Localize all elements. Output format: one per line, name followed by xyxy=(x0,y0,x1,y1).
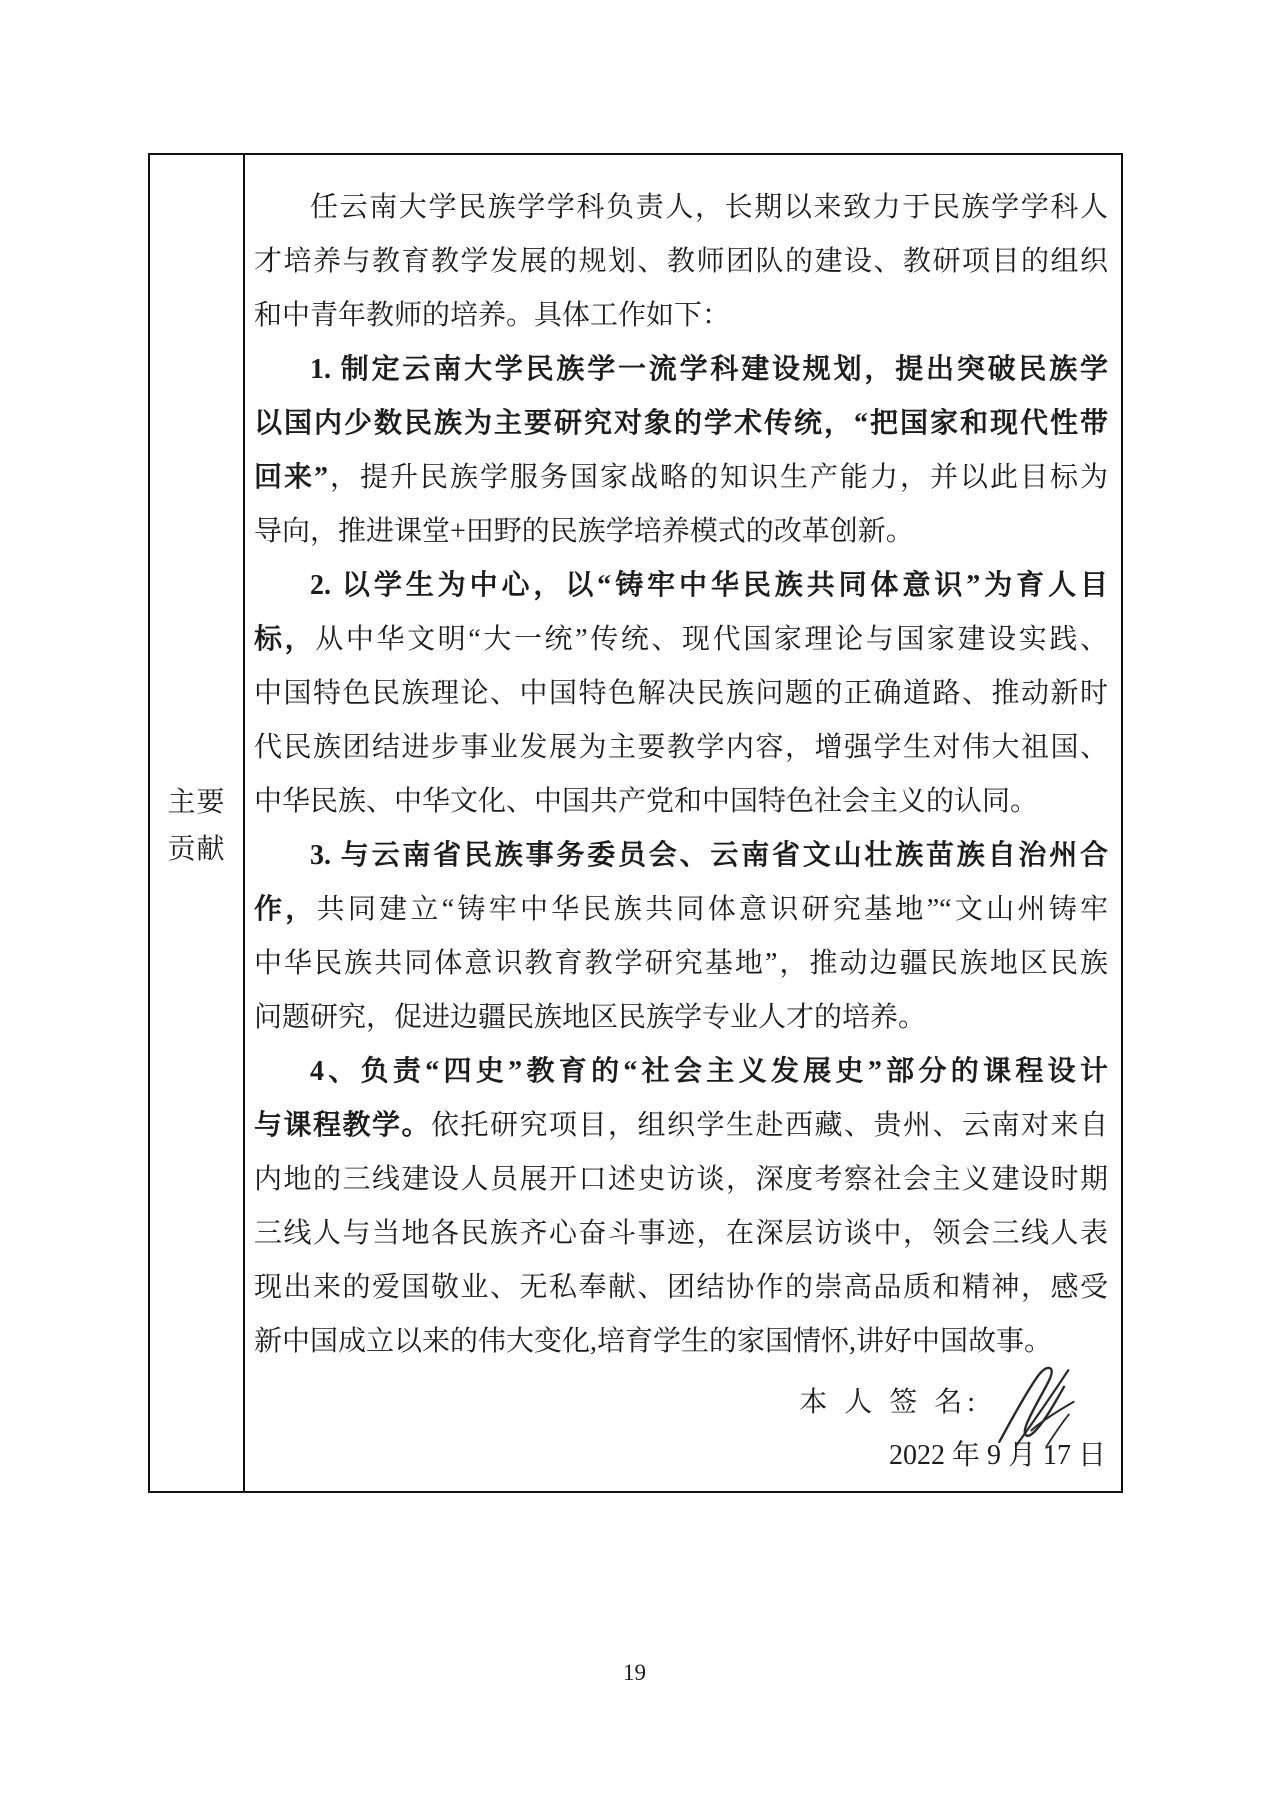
text-line: 2. 以学生为中心，以“铸牢中华民族共同体意识”为育人目 xyxy=(310,570,1108,601)
text-line: 内地的三线建设人员展开口述史访谈，深度考察社会主义建设时期 xyxy=(254,1164,1108,1195)
text-line: 代民族团结进步事业发展为主要教学内容，增强学生对伟大祖国、 xyxy=(254,732,1108,763)
text-line: 新中国成立以来的伟大变化,培育学生的家国情怀,讲好中国故事。 xyxy=(254,1326,1053,1357)
text-line: 问题研究，促进边疆民族地区民族学专业人才的培养。 xyxy=(254,1002,927,1033)
text-line: 中华民族共同体意识教育教学研究基地”，推动边疆民族地区民族 xyxy=(254,948,1108,979)
handwritten-signature-icon xyxy=(979,1357,1088,1459)
text-line: 作，共同建立“铸牢中华民族共同体意识研究基地”“文山州铸牢 xyxy=(254,894,1108,925)
text-line: 与课程教学。依托研究项目，组织学生赴西藏、贵州、云南对来自 xyxy=(254,1110,1108,1141)
text-line: 现出来的爱国敬业、无私奉献、团结协作的崇高品质和精神，感受 xyxy=(254,1272,1108,1303)
text-line: 4、负责“四史”教育的“社会主义发展史”部分的课程设计 xyxy=(310,1056,1108,1087)
text-line: 导向，推进课堂+田野的民族学培养模式的改革创新。 xyxy=(254,516,914,547)
row-label-line-1: 主要 xyxy=(167,786,226,818)
row-label-cell xyxy=(150,155,245,1491)
text-line: 3. 与云南省民族事务委员会、云南省文山壮族苗族自治州合 xyxy=(310,840,1108,871)
text-line: 中华民族、中华文化、中国共产党和中国特色社会主义的认同。 xyxy=(254,786,1039,817)
text-line: 三线人与当地各民族齐心奋斗事迹，在深层访谈中，领会三线人表 xyxy=(254,1218,1108,1249)
text-line: 任云南大学民族学学科负责人，长期以来致力于民族学学科人 xyxy=(310,192,1108,223)
signature-date: 2022 年 9 月 17 日 xyxy=(888,1440,1106,1471)
text-line: 才培养与教育教学发展的规划、教师团队的建设、教研项目的组织 xyxy=(254,246,1108,277)
content-cell xyxy=(245,155,1121,1491)
signature-label: 本 人 签 名: xyxy=(799,1387,980,1418)
text-line: 1. 制定云南大学民族学一流学科建设规划，提出突破民族学 xyxy=(310,354,1108,385)
text-line: 以国内少数民族为主要研究对象的学术传统，“把国家和现代性带 xyxy=(254,408,1108,439)
text-line: 回来”，提升民族学服务国家战略的知识生产能力，并以此目标为 xyxy=(254,462,1108,493)
text-line: 和中青年教师的培养。具体工作如下： xyxy=(254,300,731,331)
row-label-line-2: 贡献 xyxy=(167,833,226,865)
signature-row xyxy=(254,1369,1108,1431)
contribution-table xyxy=(148,153,1123,1493)
page-number: 19 xyxy=(623,1660,646,1685)
text-line: 标，从中华文明“大一统”传统、现代国家理论与国家建设实践、 xyxy=(254,624,1108,655)
main-contribution-text xyxy=(254,181,1108,1369)
text-line: 中国特色民族理论、中国特色解决民族问题的正确道路、推动新时 xyxy=(254,678,1108,709)
